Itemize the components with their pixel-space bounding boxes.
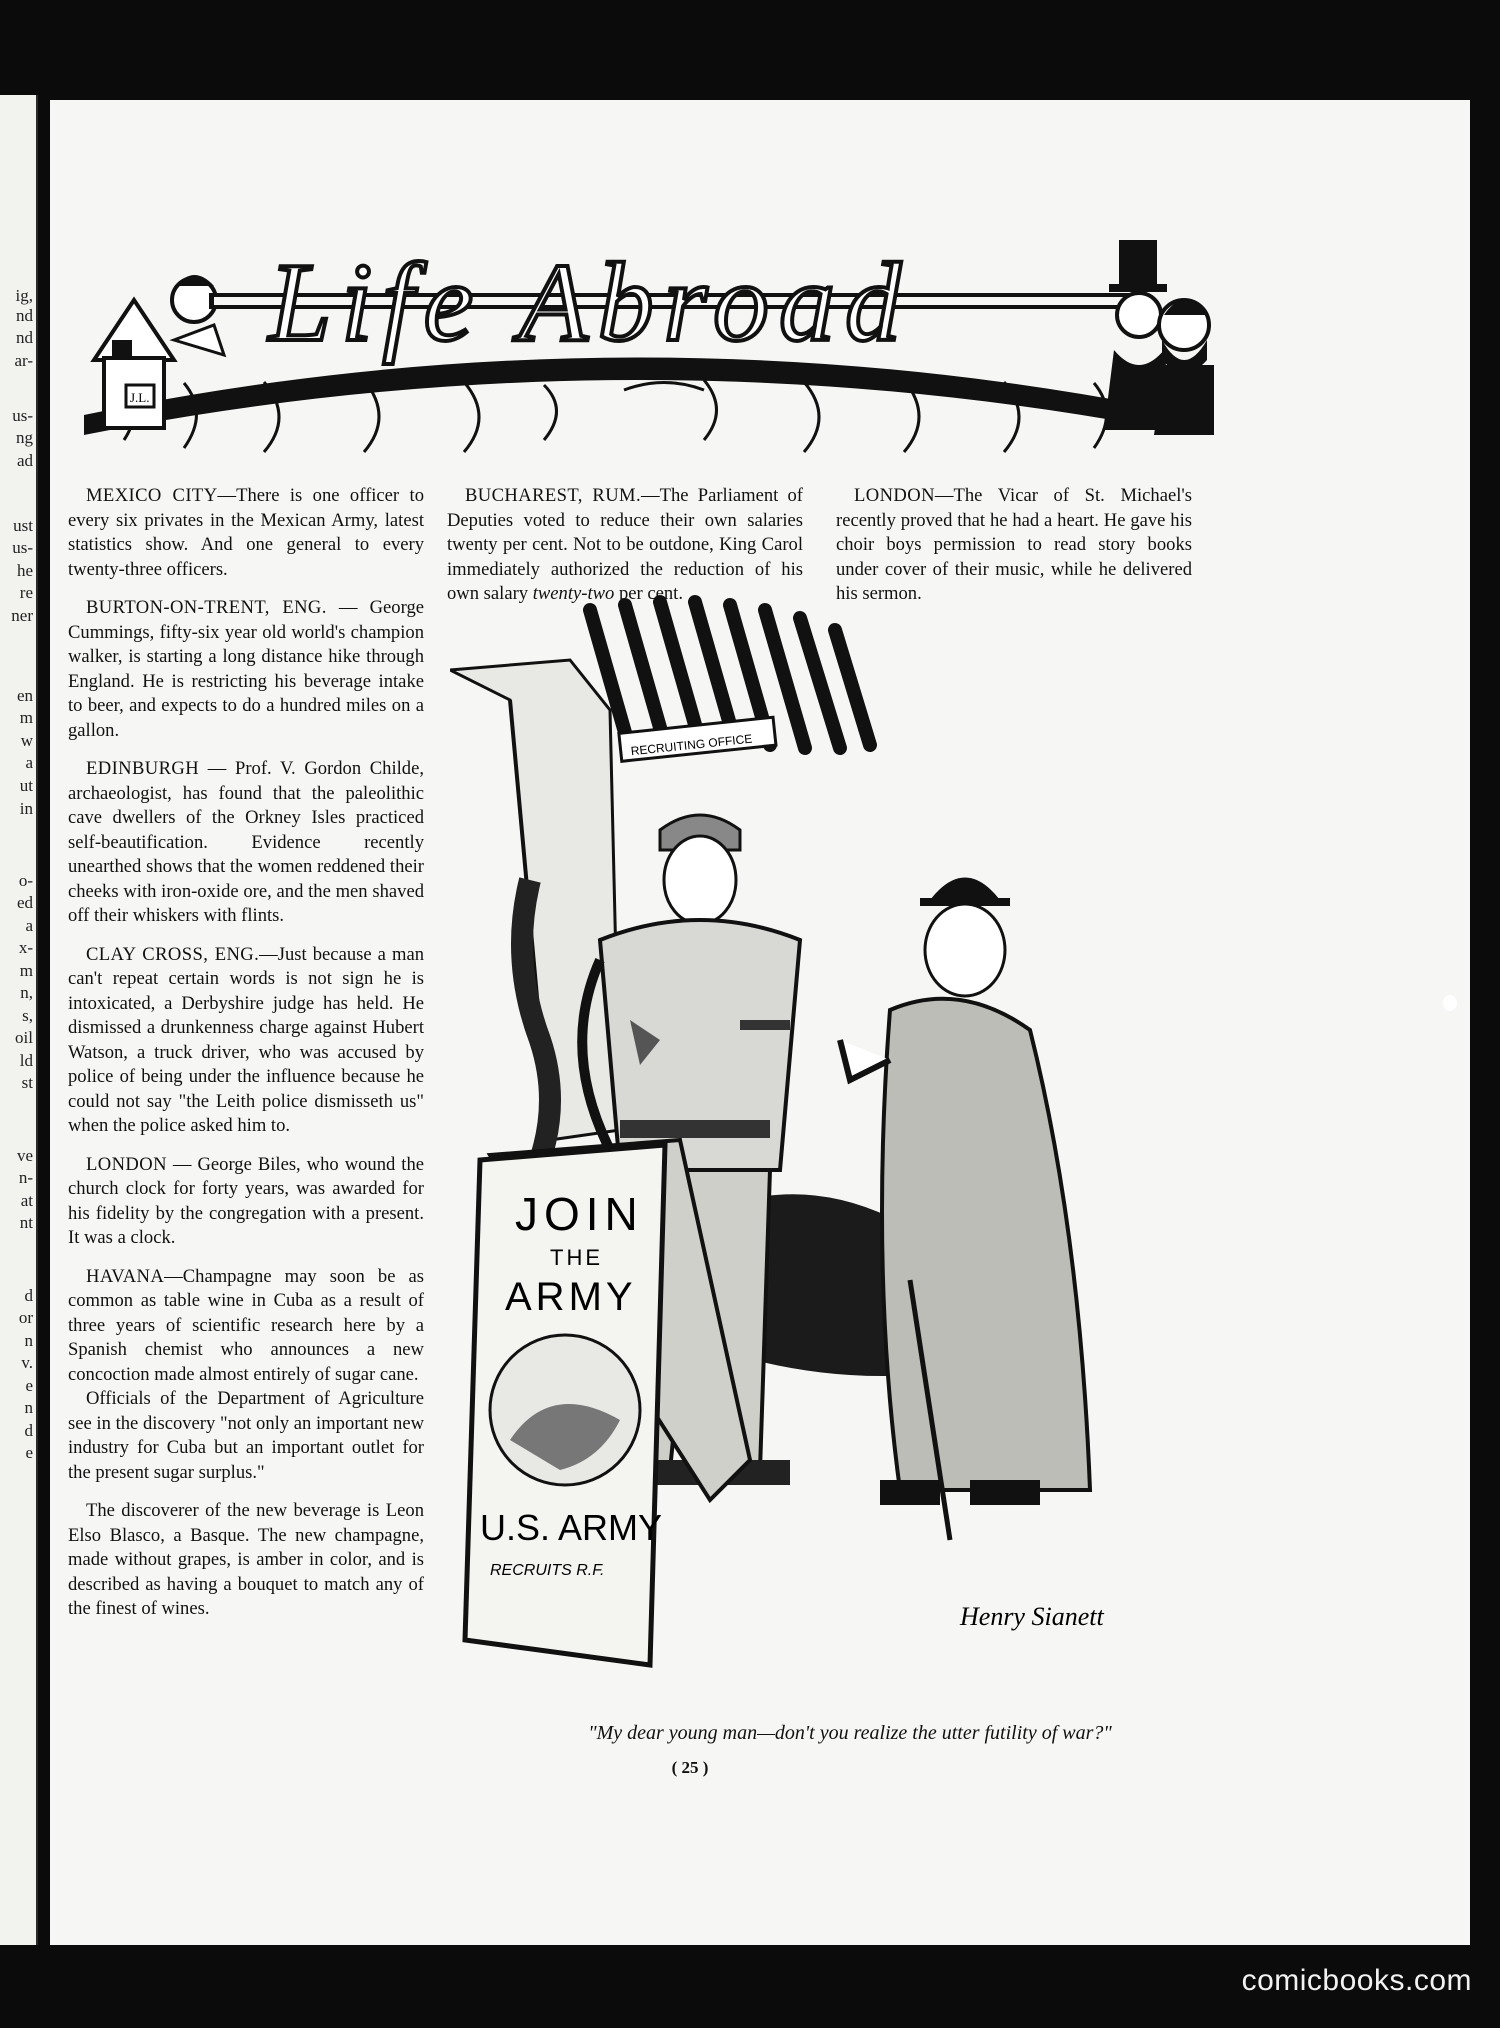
civilian-with-bowler-hat-figure — [840, 878, 1090, 1541]
svg-text:THE: THE — [550, 1245, 603, 1270]
dateline: CLAY CROSS, ENG. — [86, 943, 260, 965]
previous-page-text-fragment: en — [16, 686, 33, 705]
news-item: BURTON-ON-TRENT, ENG. — George Cummings, fifty-six year old world's champion walker, is starting a long distance hike through England. He is restricting his beverage intake to beer, and expects to do a hundred miles on a gallon. — [68, 597, 424, 741]
emphasis-text: twenty-two — [532, 583, 615, 604]
previous-page-text-fragment: a — [25, 753, 33, 772]
banner-title: Life Abroad — [269, 241, 912, 365]
previous-page-text-fragment: o- — [18, 871, 33, 890]
previous-page-text-fragment: st — [21, 1073, 33, 1092]
life-abroad-banner — [64, 190, 1214, 460]
previous-page-text-fragment: nd — [16, 306, 33, 325]
previous-page-edge — [0, 95, 38, 1945]
previous-page-text-fragment: s, — [22, 1006, 33, 1025]
previous-page-text-fragment: ut — [19, 776, 33, 795]
previous-page-text-fragment: n — [24, 1398, 33, 1417]
news-text: George Cummings, fifty-six year old world's champion walker, is starting a long distance hike through England. He is restricting his beverage intake to beer, and expects to do a hundred miles on a gallon. — [68, 597, 424, 741]
previous-page-text-fragment: ng — [16, 428, 33, 447]
dateline: BUCHAREST, RUM. — [465, 485, 642, 506]
news-item: LONDON — George Biles, who wound the church clock for forty years, was awarded for his fidelity by the congregation with a present. It was a clock. — [68, 1153, 425, 1248]
news-item-continued: Officials of the Department of Agriculture see in the discovery "not only an important new industry for Cuba but an important outlet for the present sugar surplus." — [68, 1388, 424, 1483]
dateline: BURTON-ON-TRENT, ENG. — [86, 597, 327, 618]
previous-page-text-fragment: re — [19, 583, 33, 602]
previous-page-text-fragment: in — [19, 799, 33, 818]
previous-page-text-fragment: ed — [16, 893, 33, 912]
news-item: BUCHAREST, RUM.—The Parliament of Deputies voted to reduce their own salaries twenty per cent. Not to be outdone, King Carol immediately authorized the reduction of his own salary twenty-two per cent. — [447, 485, 803, 604]
dignitaries-icon — [1104, 240, 1214, 435]
page-number: ( 25 ) — [671, 1758, 709, 1777]
dateline: LONDON — [854, 485, 935, 506]
cartoon-illustration — [450, 580, 1250, 1690]
watermark: comicbooks.com — [1241, 1964, 1472, 1997]
news-text: There is one officer to every six privates in the Mexican Army, latest statistics show. And one general to every twenty-three officers. — [68, 485, 424, 580]
previous-page-text-fragment: ld — [19, 1051, 33, 1070]
previous-page-text-fragment: ar- — [14, 351, 33, 370]
news-item: MEXICO CITY—There is one officer to every six privates in the Mexican Army, latest statistics show. And one general to every twenty-three officers. — [68, 485, 424, 580]
previous-page-text-fragment: us- — [12, 406, 33, 425]
svg-text:RECRUITING OFFICE: RECRUITING OFFICE — [630, 731, 753, 759]
previous-page-text-fragment: n- — [18, 1168, 33, 1187]
article-column-1 — [68, 484, 424, 1636]
previous-page-text-fragment: m — [19, 708, 33, 727]
previous-page-text-fragment: ner — [11, 606, 33, 625]
house-icon — [94, 300, 174, 428]
previous-page-text-fragment: m — [19, 961, 33, 980]
news-item: LONDON—The Vicar of St. Michael's recently proved that he had a heart. He gave his choir boys permission to read story books under cover of their music, while he delivered his sermon. — [836, 485, 1192, 604]
dateline: MEXICO CITY — [86, 485, 218, 506]
recruiting-cartoon — [450, 580, 1250, 1690]
recruiting-office-sign — [619, 717, 776, 761]
news-text: Prof. V. Gordon Childe, archaeologist, has found that the paleolithic cave dwellers of the Orkney Isles practiced self-beautification. Evidence recently unearthed shows that the women reddened their cheeks with iron-oxide ore, and the men shaved off their whiskers with flints. — [68, 758, 425, 926]
previous-page-text-fragment: d — [24, 1286, 33, 1305]
magazine-page — [50, 100, 1470, 1945]
news-text: Champagne may soon be as common as table wine in Cuba as a result of three years of scientific research here by a Spanish chemist who announces a new concoction made almost entirely of sugar cane. — [68, 1265, 424, 1385]
scan-dot — [1443, 995, 1457, 1011]
previous-page-text-fragment: he — [16, 561, 33, 580]
house-sign: J.L. — [130, 390, 150, 405]
svg-text:JOIN: JOIN — [515, 1188, 644, 1240]
news-item: CLAY CROSS, ENG.—Just because a man can't repeat certain words is not sign he is intoxicated, a Derbyshire judge has held. He dismissed a drunkenness charge against Hubert Watson, a truck driver, who was accused by police of being under the influence because he could not say "the Leith police dismisseth us" when the police asked him to. — [68, 943, 424, 1136]
banner-illustration — [64, 190, 1214, 460]
dateline: LONDON — [86, 1153, 167, 1175]
news-item-continued: The discoverer of the new beverage is Leon Elso Blasco, a Basque. The new champagne, made without grapes, is amber in color, and is described as having a bouquet to match any of the finest of wines. — [68, 1500, 424, 1619]
dateline: HAVANA — [86, 1265, 165, 1287]
svg-text:ARMY: ARMY — [505, 1275, 637, 1319]
artist-signature: Henry Sianett — [960, 1602, 1104, 1631]
dateline: EDINBURGH — [86, 758, 200, 779]
previous-page-text-fragment: a — [25, 916, 33, 935]
previous-page-text-fragment: e — [25, 1376, 33, 1395]
previous-page-text-fragment: n, — [20, 983, 33, 1002]
news-item: HAVANA—Champagne may soon be as common as table wine in Cuba as a result of three years of scientific research here by a Spanish chemist who announces a new concoction made almost entirely of sugar cane. — [68, 1265, 424, 1385]
previous-page-text-fragment: v. — [21, 1353, 33, 1372]
cartoon-caption: "My dear young man—don't you realize the utter futility of war?" — [588, 1722, 1112, 1744]
previous-page-text-fragment: n — [24, 1331, 33, 1350]
previous-page-text-fragment: ve — [16, 1146, 33, 1165]
previous-page-text-fragment: nd — [16, 328, 33, 347]
news-item: EDINBURGH — Prof. V. Gordon Childe, archaeologist, has found that the paleolithic cave dwellers of the Orkney Isles practiced self-beautification. Evidence recently unearthed shows that the women reddened their cheeks with iron-oxide ore, and the men shaved off their whiskers with flints. — [68, 758, 425, 926]
previous-page-text-fragment: e — [25, 1443, 33, 1462]
news-text: The Parliament of Deputies voted to reduce their own salaries twenty per cent. Not to be outdone, King Carol immediately authorized the reduction of his own salary — [447, 485, 803, 604]
news-text: The Vicar of St. Michael's recently proved that he had a heart. He gave his choir boys permission to read story books under cover of their music, while he delivered his sermon. — [836, 485, 1192, 604]
previous-page-text-fragment: oil — [15, 1028, 33, 1047]
previous-page-text-fragment: w — [20, 731, 33, 750]
svg-text:U.S. ARMY: U.S. ARMY — [480, 1507, 663, 1548]
svg-text:RECRUITS R.F.: RECRUITS R.F. — [490, 1562, 605, 1579]
previous-page-text-fragment: us- — [12, 538, 33, 557]
news-text: Just because a man can't repeat certain words is not sign he is intoxicated, a Derbyshire judge has held. He dismissed a drunkenness charge against Hubert Watson, a truck driver, who was accused by police of being under the influence because he could not say "the Leith police dismisseth us" when the police asked him to. — [68, 943, 424, 1136]
previous-page-text-fragment: ad — [16, 451, 33, 470]
previous-page-text-fragment: ust — [13, 516, 33, 535]
previous-page-text-fragment: or — [18, 1308, 33, 1327]
previous-page-text-fragment: at — [20, 1191, 33, 1210]
previous-page-text-fragment: x- — [18, 938, 33, 957]
previous-page-text-fragment: nt — [19, 1213, 33, 1232]
previous-page-text-fragment: ig, — [15, 286, 33, 305]
previous-page-text-fragment: d — [24, 1421, 33, 1440]
news-text: George Biles, who wound the church clock for forty years, was awarded for his fidelity by the congregation with a present. It was a clock. — [68, 1153, 425, 1248]
